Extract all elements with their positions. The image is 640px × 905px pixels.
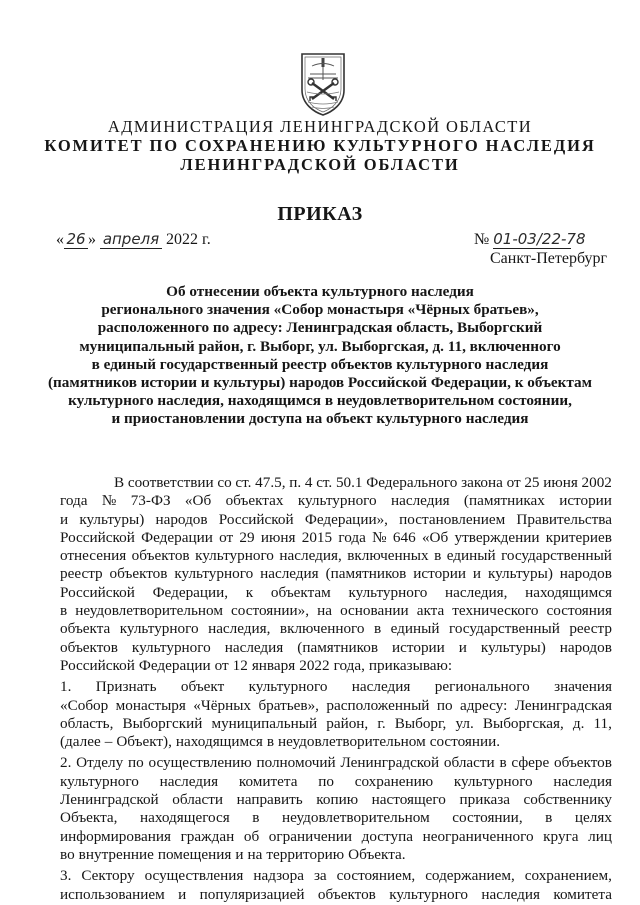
body-line: отнесения объектов культурного наследия, включенных в единый государственный xyxy=(60,547,612,565)
header-line-region: ЛЕНИНГРАДСКОЙ ОБЛАСТИ xyxy=(180,155,460,174)
leningrad-oblast-coat-of-arms-icon xyxy=(298,52,348,116)
date-open-quote: « xyxy=(56,231,64,248)
body-line: 2. Отделу по осуществлению полномочий Ленинградской области в сфере объектов xyxy=(60,754,612,772)
subject-line: муниципальный район, г. Выборг, ул. Выборгская, д. 11, включенного xyxy=(79,337,561,355)
subject-line: расположенного по адресу: Ленинградская область, Выборгский xyxy=(97,319,543,337)
body-line: использованием и популяризацией объектов культурного наследия комитета xyxy=(60,885,612,903)
paragraph-2 xyxy=(60,678,612,751)
body-line: Российской Федерации от 12 января 2022 года, приказываю: xyxy=(60,656,453,674)
paragraph-1 xyxy=(60,474,612,675)
date-year: 2022 г. xyxy=(166,231,211,248)
body-line: реестр объектов культурного наследия (памятников истории и культуры) народов xyxy=(60,565,612,583)
body-line: Российской Федерации от 29 июня 2015 года № 646 «Об утверждении критериев xyxy=(60,528,612,546)
body-line: в неудовлетворительном состоянии», на основании акта технического состояния xyxy=(60,602,612,620)
body-line: Ленинградской области направить копию настоящего приказа собственнику xyxy=(60,791,612,809)
header-line-committee: КОМИТЕТ ПО СОХРАНЕНИЮ КУЛЬТУРНОГО НАСЛЕДИЯ xyxy=(44,136,596,155)
body-line: 1. Признать объект культурного наследия регионального значения xyxy=(60,678,612,696)
body-line: Объекта, находящегося в неудовлетворительном состоянии, в целях xyxy=(60,809,612,827)
body-line: года № 73-ФЗ «Об объектах культурного наследия (памятниках истории xyxy=(60,492,612,510)
header-line-administration: АДМИНИСТРАЦИЯ ЛЕНИНГРАДСКОЙ ОБЛАСТИ xyxy=(107,117,533,136)
subject-line: культурного наследия, находящимся в неудовлетворительном состоянии, xyxy=(68,392,572,410)
subject-line: и приостановлении доступа на объект культурного наследия xyxy=(111,410,529,428)
order-number-prefix: № xyxy=(474,231,490,248)
order-date xyxy=(56,230,211,249)
subject-line: Об отнесении объекта культурного наследия xyxy=(166,283,474,300)
document-type-title: ПРИКАЗ xyxy=(277,203,363,225)
body-line: 3. Сектору осуществления надзора за состоянием, содержанием, сохранением, xyxy=(60,867,612,885)
body-line: культурного наследия комитета по сохранению культурного наследия xyxy=(60,772,612,790)
body-line: Российской Федерации, к объектам культурного наследия, находящимся xyxy=(60,583,612,601)
body-line: информирования граждан об ограничении доступа неограниченного круга лиц xyxy=(60,827,612,845)
body-line: (далее – Объект), находящимся в неудовлетворительном состоянии. xyxy=(60,733,501,751)
body-line: и культуры) народов Российской Федерации», постановлением Правительства xyxy=(60,510,612,528)
paragraph-4 xyxy=(60,867,612,904)
subject-line: в единый государственный реестр объектов культурного наследия xyxy=(91,355,549,373)
subject-line: (памятников истории и культуры) народов Российской Федерации, к объектам xyxy=(48,374,592,392)
body-line: область, Выборгский муниципальный район, г. Выборг, ул. Выборгская, д. 11, xyxy=(60,714,612,732)
body-line: В соответствии со ст. 47.5, п. 4 ст. 50.1 Федерального закона от 25 июня 2002 xyxy=(114,474,612,491)
order-subject xyxy=(0,283,640,429)
body-line: во внутренние помещения и на территорию Объекта. xyxy=(60,845,406,863)
paragraph-3 xyxy=(60,754,612,864)
body-line: объектов культурного наследия (памятников истории и культуры) народов xyxy=(60,638,612,656)
order-number-handwritten: 01-03/22-78 xyxy=(493,230,586,248)
date-day-handwritten: 26 xyxy=(64,230,88,249)
date-month-handwritten: апреля xyxy=(100,230,162,249)
body-line: «Собор монастыря «Чёрных братьев», расположенный по адресу: Ленинградская xyxy=(60,696,612,714)
order-body xyxy=(60,474,612,904)
body-line: объекта культурного наследия, включенного в единый государственный реестр xyxy=(60,620,612,638)
subject-line: регионального значения «Собор монастыря «Чёрных братьев», xyxy=(101,301,539,319)
date-close-quote: » xyxy=(88,231,96,248)
order-city: Санкт-Петербург xyxy=(490,250,608,267)
order-number xyxy=(474,230,586,249)
